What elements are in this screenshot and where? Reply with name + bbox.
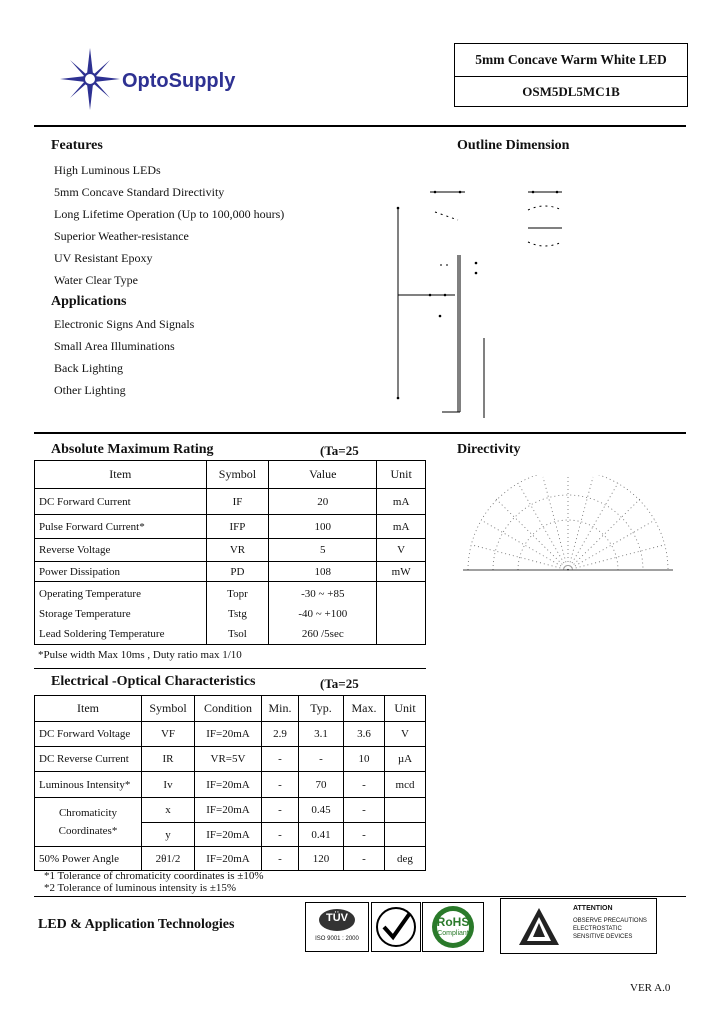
col-header: Value: [269, 461, 377, 489]
cell: mcd: [385, 772, 426, 798]
cell: mW: [377, 562, 426, 582]
col-header: Item: [35, 696, 142, 722]
cell: [385, 823, 426, 847]
table-row: [35, 539, 426, 562]
abs-max-heading: Absolute Maximum Rating: [51, 442, 214, 457]
cell: -: [262, 798, 299, 823]
cell: IF=20mA: [195, 847, 262, 871]
col-header: Condition: [195, 696, 262, 722]
feature-item: Water Clear Type: [54, 273, 138, 287]
tuv-cert: [305, 902, 369, 952]
cell: mA: [377, 515, 426, 539]
starburst-logo-icon: [60, 48, 120, 110]
cell: DC Forward Voltage: [35, 722, 142, 747]
cell-text: 260 /5sec: [301, 628, 344, 640]
cell: 120: [299, 847, 344, 871]
esd-attention-box: [500, 898, 657, 954]
table-row: [35, 798, 426, 823]
cell: 3.1: [299, 722, 344, 747]
cell: DC Reverse Current: [35, 747, 142, 772]
header-divider: [34, 125, 686, 127]
cell: -: [299, 747, 344, 772]
attention-title: ATTENTION: [573, 905, 613, 912]
tuv-iso: ISO 9001 : 2000: [315, 936, 359, 942]
abs-max-note: *Pulse width Max 10ms , Duty ratio max 1/10: [38, 649, 242, 661]
applications-heading: Applications: [51, 294, 127, 309]
cell: 5: [269, 539, 377, 562]
col-header: Max.: [344, 696, 385, 722]
cell: Pulse Forward Current*: [35, 515, 207, 539]
directivity-diagram: [458, 475, 678, 585]
table-row: [35, 515, 426, 539]
table-row: [35, 582, 426, 645]
cell: IF: [206, 489, 269, 515]
cell-text: Tstg: [228, 608, 247, 620]
col-header: Item: [35, 461, 207, 489]
cell-text: Topr: [227, 588, 248, 600]
checkmark-circle-icon: [372, 903, 420, 951]
tuv-logo-icon: [306, 903, 368, 951]
esd-warning-icon: [517, 905, 561, 949]
table-row: [35, 747, 426, 772]
outline-dimension-drawing: [390, 180, 590, 420]
feature-item: UV Resistant Epoxy: [54, 251, 153, 265]
logo: [60, 48, 280, 110]
cell: µA: [385, 747, 426, 772]
cell: Reverse Voltage: [35, 539, 207, 562]
col-header: Typ.: [299, 696, 344, 722]
cell: mA: [377, 489, 426, 515]
elec-note-1: *1 Tolerance of chromaticity coordinates is ±10%: [44, 870, 264, 882]
cell: Chromaticity Coordinates*: [35, 798, 142, 847]
cell: 108: [269, 562, 377, 582]
elec-ta: (Ta=25: [320, 676, 359, 691]
cell: x: [142, 798, 195, 823]
cell: -: [262, 772, 299, 798]
feature-item: Long Lifetime Operation (Up to 100,000 hours): [54, 207, 285, 221]
cell: 2.9: [262, 722, 299, 747]
outline-heading: Outline Dimension: [457, 138, 570, 153]
cell: 50% Power Angle: [35, 847, 142, 871]
rohs-cert: [422, 902, 484, 952]
cell: 2θ1/2: [142, 847, 195, 871]
table-row: [35, 489, 426, 515]
cell: 0.45: [299, 798, 344, 823]
attention-text: OBSERVE PRECAUTIONS ELECTROSTATIC SENSITIVE DEVICES: [573, 918, 647, 940]
cell: -: [344, 798, 385, 823]
cell-text: -40 ~ +100: [298, 608, 348, 620]
table-row: [35, 722, 426, 747]
cell: VF: [142, 722, 195, 747]
abs-max-table: [34, 460, 426, 645]
feature-item: High Luminous LEDs: [54, 163, 161, 177]
title-box: [454, 43, 688, 107]
check-cert: [371, 902, 421, 952]
application-item: Small Area Illuminations: [54, 339, 175, 353]
applications-list: [54, 317, 194, 405]
col-header: Symbol: [206, 461, 269, 489]
cell: IF=20mA: [195, 798, 262, 823]
features-list: [54, 163, 284, 295]
footer-divider: [34, 896, 686, 897]
col-header: Symbol: [142, 696, 195, 722]
cell: IF=20mA: [195, 823, 262, 847]
feature-item: Superior Weather-resistance: [54, 229, 189, 243]
cell: y: [142, 823, 195, 847]
cell: 100: [269, 515, 377, 539]
cell: IF=20mA: [195, 772, 262, 798]
cell: Luminous Intensity*: [35, 772, 142, 798]
directivity-heading: Directivity: [457, 442, 521, 457]
cell: PD: [206, 562, 269, 582]
table-row: [35, 847, 426, 871]
application-item: Electronic Signs And Signals: [54, 317, 195, 331]
cell: VR=5V: [195, 747, 262, 772]
features-heading: Features: [51, 138, 103, 153]
part-number: OSM5DL5MC1B: [522, 84, 620, 99]
abs-max-ta: (Ta=25: [320, 443, 359, 458]
elec-table: [34, 695, 426, 871]
cell: [377, 582, 426, 645]
cell: -: [262, 823, 299, 847]
cell: deg: [385, 847, 426, 871]
cell: IFP: [206, 515, 269, 539]
cell: VR: [206, 539, 269, 562]
abs-elec-divider: [34, 668, 426, 669]
table-row: [35, 772, 426, 798]
cell: Power Dissipation: [35, 562, 207, 582]
cell: -: [344, 823, 385, 847]
cell: Iv: [142, 772, 195, 798]
brand-name: OptoSupply: [122, 70, 236, 92]
cell: [269, 582, 377, 645]
cell: -: [344, 772, 385, 798]
cell: 10: [344, 747, 385, 772]
elec-note-2: *2 Tolerance of luminous intensity is ±15%: [44, 882, 237, 894]
version-label: VER A.0: [630, 982, 671, 994]
cell: DC Forward Current: [35, 489, 207, 515]
cell: [385, 798, 426, 823]
table-row: [35, 562, 426, 582]
rohs-compliant: Compliant: [437, 930, 469, 937]
cell: -: [344, 847, 385, 871]
product-title: 5mm Concave Warm White LED: [455, 44, 687, 77]
cell: 20: [269, 489, 377, 515]
col-header: Unit: [377, 461, 426, 489]
cell: V: [377, 539, 426, 562]
tuv-label: TÜV: [326, 912, 348, 924]
cell: [35, 582, 207, 645]
cell-text: Operating Temperature: [39, 588, 141, 600]
elec-heading: Electrical -Optical Characteristics: [51, 674, 256, 689]
feature-item: 5mm Concave Standard Directivity: [54, 185, 225, 199]
col-header: Min.: [262, 696, 299, 722]
cell: 0.41: [299, 823, 344, 847]
mid-divider: [34, 432, 686, 434]
company-name: LED & Application Technologies: [38, 917, 235, 932]
cell: IR: [142, 747, 195, 772]
rohs-label: RoHS: [436, 915, 470, 929]
cell-text: Lead Soldering Temperature: [39, 628, 165, 640]
cell-text: Storage Temperature: [39, 608, 131, 620]
cell: 70: [299, 772, 344, 798]
application-item: Other Lighting: [54, 383, 126, 397]
cell: 3.6: [344, 722, 385, 747]
cell-text: -30 ~ +85: [301, 588, 345, 600]
cell: -: [262, 747, 299, 772]
cell-text: Tsol: [228, 628, 247, 640]
cell: -: [262, 847, 299, 871]
cell: [206, 582, 269, 645]
cell: IF=20mA: [195, 722, 262, 747]
col-header: Unit: [385, 696, 426, 722]
application-item: Back Lighting: [54, 361, 123, 375]
cell: V: [385, 722, 426, 747]
